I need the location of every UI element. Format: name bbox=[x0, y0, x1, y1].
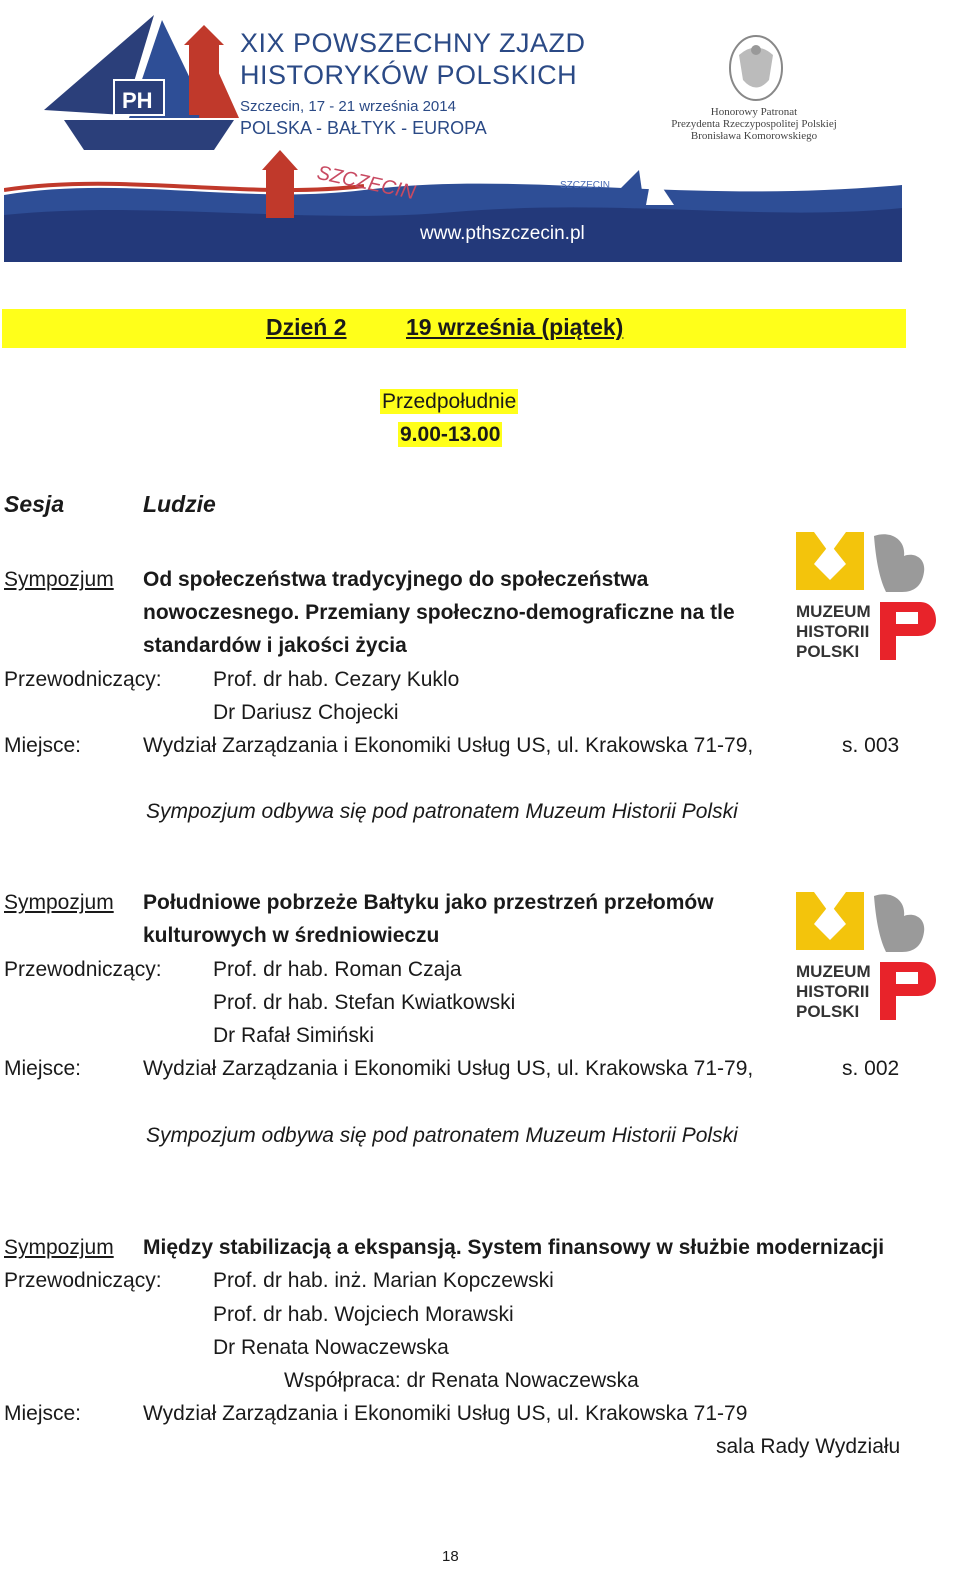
session-2-room: s. 002 bbox=[842, 1057, 900, 1080]
banner-url[interactable]: www.pthszczecin.pl bbox=[420, 223, 585, 244]
session-1-title-line-3: standardów i jakości życia bbox=[143, 634, 407, 657]
symposium-link-2[interactable]: Sympozjum bbox=[4, 891, 114, 914]
museum-logo-line-1: MUZEUM bbox=[796, 962, 871, 981]
period-time-text: 9.00-13.00 bbox=[400, 423, 501, 446]
day-date: 19 września (piątek) bbox=[406, 314, 624, 340]
museum-logo bbox=[796, 532, 936, 667]
museum-logo-line-1: MUZEUM bbox=[796, 602, 871, 621]
chairs-label-2: Przewodniczący: bbox=[4, 958, 162, 981]
session-2-chair-3: Dr Rafał Simiński bbox=[213, 1024, 375, 1047]
session-3-title-line-1: Między stabilizacją a ekspansją. System finansowy w służbie modernizacji bbox=[143, 1236, 885, 1259]
session-1-room: s. 003 bbox=[842, 734, 900, 757]
session-1-title-line-2: nowoczesnego. Przemiany społeczno-demograficzne na tle bbox=[143, 601, 735, 624]
session-1-place: Wydział Zarządzania i Ekonomiki Usług US, ul. Krakowska 71-79, bbox=[143, 734, 754, 757]
museum-logo-text bbox=[796, 602, 871, 662]
session-3-place: Wydział Zarządzania i Ekonomiki Usług US, ul. Krakowska 71-79 bbox=[143, 1402, 748, 1425]
session-3-cooperation: Współpraca: dr Renata Nowaczewska bbox=[284, 1369, 639, 1392]
banner-city: SZCZECIN bbox=[314, 161, 418, 205]
period-name bbox=[380, 389, 518, 415]
period-name-text: Przedpołudnie bbox=[382, 390, 517, 413]
banner-dates: Szczecin, 17 - 21 września 2014 bbox=[240, 98, 456, 115]
banner-title-line2: HISTORYKÓW POLSKICH bbox=[240, 60, 578, 90]
session-3-chair-2: Prof. dr hab. Wojciech Morawski bbox=[213, 1303, 514, 1326]
session-1-chair-1: Prof. dr hab. Cezary Kuklo bbox=[213, 668, 460, 691]
banner-city-small: SZCZECIN bbox=[560, 180, 610, 191]
banner-title-line1: XIX POWSZECHNY ZJAZD bbox=[240, 28, 586, 58]
patronage-line-3: Bronisława Komorowskiego bbox=[690, 130, 818, 142]
session-3-room: sala Rady Wydziału bbox=[716, 1435, 901, 1458]
place-label-2: Miejsce: bbox=[4, 1057, 82, 1080]
day-label: Dzień 2 bbox=[266, 314, 347, 340]
session-1-title-line-1: Od społeczeństwa tradycyjnego do społeczeństwa bbox=[143, 568, 649, 591]
svg-text:PH: PH bbox=[122, 88, 153, 113]
session-2-title-line-1: Południowe pobrzeże Bałtyku jako przestrzeń przełomów bbox=[143, 891, 714, 914]
period-time bbox=[398, 422, 502, 448]
session-2-title-line-2: kulturowych w średniowieczu bbox=[143, 924, 440, 947]
session-1-patronage-note: Sympozjum odbywa się pod patronatem Muzeum Historii Polski bbox=[146, 800, 738, 823]
session-1-chair-2: Dr Dariusz Chojecki bbox=[213, 701, 399, 724]
museum-logo-line-3: POLSKI bbox=[796, 642, 860, 661]
banner-motto: POLSKA - BAŁTYK - EUROPA bbox=[240, 118, 487, 138]
patronage-line-1: Honorowy Patronat bbox=[710, 106, 798, 118]
chairs-label-3: Przewodniczący: bbox=[4, 1269, 162, 1292]
congress-banner bbox=[4, 0, 902, 262]
chairs-label-1: Przewodniczący: bbox=[4, 668, 162, 691]
museum-logo-line-2: HISTORII bbox=[796, 622, 870, 641]
museum-logo bbox=[796, 892, 936, 1027]
page-number: 18 bbox=[442, 1548, 459, 1565]
patronage-line-2: Prezydenta Rzeczypospolitej Polskiej bbox=[671, 118, 837, 130]
session-2-chair-1: Prof. dr hab. Roman Czaja bbox=[213, 958, 462, 981]
day-header-bar bbox=[2, 309, 906, 348]
header-people: Ludzie bbox=[143, 491, 216, 517]
symposium-link-3[interactable]: Sympozjum bbox=[4, 1236, 114, 1259]
place-label-1: Miejsce: bbox=[4, 734, 82, 757]
symposium-link-1[interactable]: Sympozjum bbox=[4, 568, 114, 591]
session-2-place: Wydział Zarządzania i Ekonomiki Usług US, ul. Krakowska 71-79, bbox=[143, 1057, 754, 1080]
museum-logo-line-2: HISTORII bbox=[796, 982, 870, 1001]
eagle-emblem bbox=[730, 36, 782, 100]
session-2-chair-2: Prof. dr hab. Stefan Kwiatkowski bbox=[213, 991, 516, 1014]
place-label-3: Miejsce: bbox=[4, 1402, 82, 1425]
session-3-chair-3: Dr Renata Nowaczewska bbox=[213, 1336, 449, 1359]
header-session: Sesja bbox=[4, 491, 65, 517]
museum-logo-text bbox=[796, 962, 871, 1022]
session-2-patronage-note: Sympozjum odbywa się pod patronatem Muzeum Historii Polski bbox=[146, 1124, 738, 1147]
patronage-text bbox=[664, 106, 844, 142]
museum-logo-line-3: POLSKI bbox=[796, 1002, 860, 1021]
session-3-chair-1: Prof. dr hab. inż. Marian Kopczewski bbox=[213, 1269, 554, 1292]
